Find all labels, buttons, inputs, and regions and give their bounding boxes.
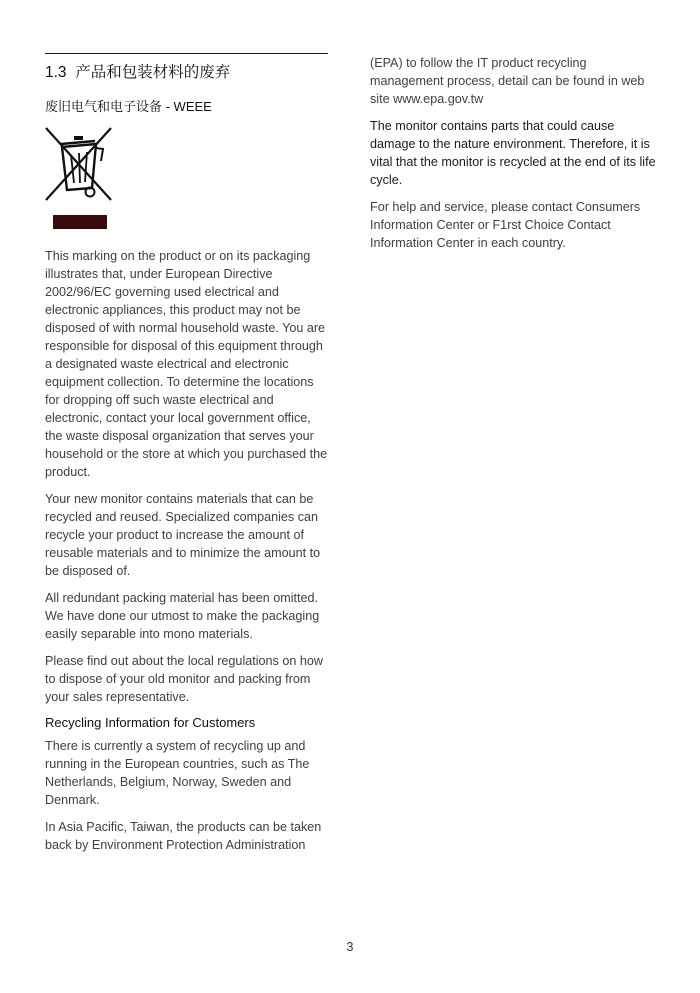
materials-paragraph: Your new monitor contains materials that can be recycled and reused. Specialized companies can recycle your product to increase the amount of reusable materials and to minimize the amount to be disposed of. [45, 492, 321, 578]
section-number: 1.3 [45, 64, 67, 81]
section-rule [45, 53, 328, 54]
weee-paragraph: This marking on the product or on its packaging illustrates that, under European Directive 2002/96/EC governing used electrical and electronic appliances, this product may not be disposed of with normal household waste. You are responsible for disposal of this equipment through a designated waste electrical and electronic equipment collection. To determine the locations for dropping off such waste electrical and electronic, contact your local government office, the waste disposal organization that serves your household or the store at which you purchased the product. [45, 249, 328, 479]
weee-subheading: 废旧电气和电子设备 - WEEE [45, 99, 212, 114]
section-heading [45, 60, 330, 82]
recycling-europe-paragraph: There is currently a system of recycling up and running in the European countries, such as The Netherlands, Belgium, Norway, Sweden and Denmark. [45, 739, 310, 807]
section-title: 产品和包装材料的废弃 [75, 64, 231, 81]
help-paragraph: For help and service, please contact Consumers Information Center or F1rst Choice Contact Information Center in each country. [370, 200, 641, 250]
weee-bar [53, 215, 107, 229]
environment-paragraph: The monitor contains parts that could cause damage to the nature environment. Therefore, it is vital that the monitor is recycled at the end of its life cycle. [370, 119, 656, 187]
regulations-paragraph: Please find out about the local regulations on how to dispose of your old monitor and packing from your sales representative. [45, 654, 323, 704]
recycling-title: Recycling Information for Customers [45, 715, 256, 730]
weee-symbol [45, 127, 115, 233]
recycling-asia-paragraph: In Asia Pacific, Taiwan, the products can be taken back by Environment Protection Administration [45, 820, 322, 852]
right-column [370, 54, 660, 261]
epa-paragraph: (EPA) to follow the IT product recycling management process, detail can be found in web site www.epa.gov.tw [370, 56, 645, 106]
crossed-out-wheelie-bin-icon [45, 127, 115, 233]
page-number: 3 [346, 940, 354, 954]
packing-paragraph: All redundant packing material has been omitted. We have done our utmost to make the packaging easily separable into mono materials. [45, 591, 320, 641]
left-column [45, 53, 330, 863]
